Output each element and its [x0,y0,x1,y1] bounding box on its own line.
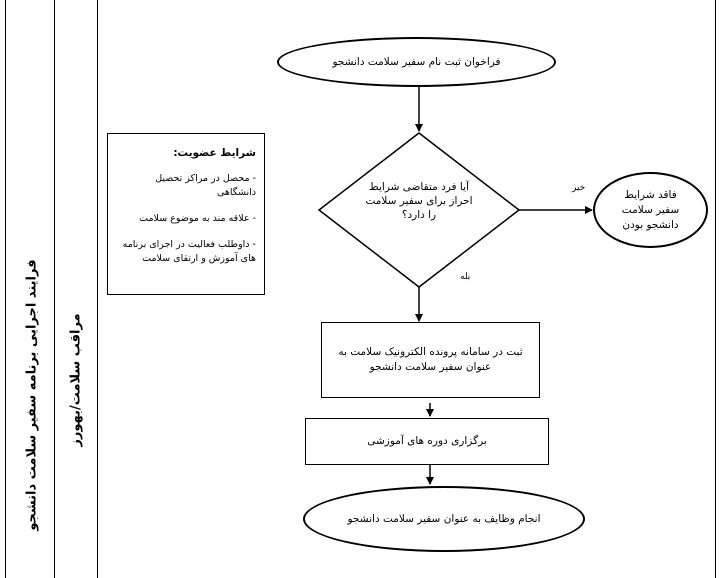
criteria-item: - محصل در مراکز تحصیل دانشگاهی [155,173,256,198]
yes-label: بله [460,272,471,282]
start-node [277,37,556,87]
training-label: برگزاری دوره های آموزشی [367,435,487,447]
start-label: فراخوان ثبت نام سفیر سلامت دانشجو [332,55,501,68]
end-label: انجام وظایف به عنوان سفیر سلامت دانشجو [347,512,541,525]
no-label: خیر [572,183,586,193]
training-node [305,418,549,465]
register-node [321,322,540,398]
decision-label: آیا فرد متقاضی شرایط احراز برای سفیر سلامت را دارد؟ [365,181,473,221]
section-title: مراقب سلامت/بهورز [68,313,84,447]
register-label: ثبت در سامانه پرونده الکترونیک سلامت به عنوان سفیر سلامت دانشجو [338,346,523,373]
criteria-item: - داوطلب فعالیت در اجرای برنامه های آموزش و ارتقای سلامت [122,239,256,264]
criteria-title: شرایط عضویت: [173,147,256,159]
process-title: فرایند اجرایی برنامه سفیر سلامت دانشجو [24,259,40,531]
criteria-item: - علاقه مند به موضوع سلامت [139,213,256,224]
end-node [303,486,585,552]
reject-label: فاقد شرایط سفیر سلامت دانشجو بودن [621,188,680,231]
membership-criteria-box [107,133,265,295]
reject-node [593,172,708,248]
